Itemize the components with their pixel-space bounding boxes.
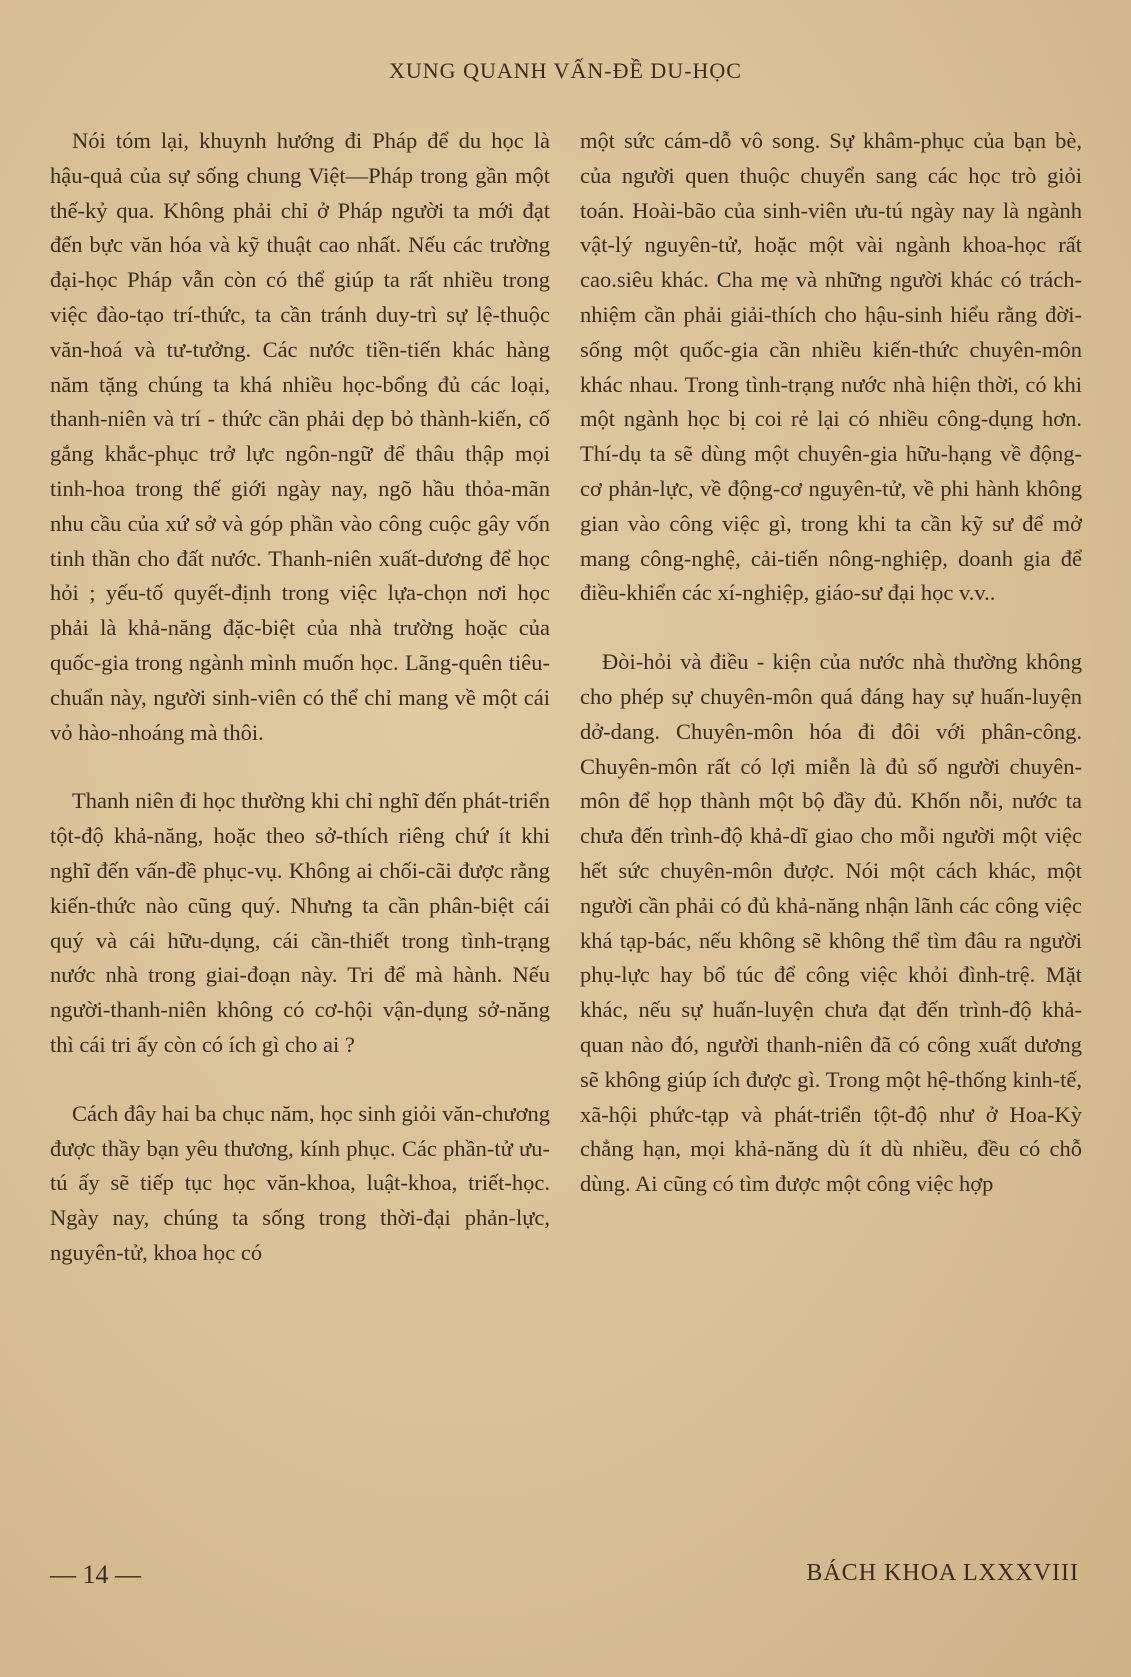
page-number: — 14 —	[50, 1560, 141, 1589]
paragraph: Nói tóm lại, khuynh hướng đi Pháp để du học là hậu-quả của sự sống chung Việt—Pháp trong gần một thế-kỷ qua. Không phải chỉ ở Pháp người ta mới đạt đến bực văn hóa và kỹ thuật cao nhất. Nếu các trường đại-học Pháp vẫn còn có thể giúp ta rất nhiều trong việc đào-tạo trí-thức, ta cần tránh duy-trì sự lệ-thuộc văn-hoá và tư-tưởng. Các nước tiền-tiến khác hàng năm tặng chúng ta khá nhiều học-bổng đủ các loại, thanh-niên và trí - thức cần phải dẹp bỏ thành-kiến, cố gắng khắc-phục trở lực ngôn-ngữ để thâu thập mọi tinh-hoa trong thế giới ngày nay, ngõ hầu thỏa-mãn nhu cầu của xứ sở và góp phần vào công cuộc gây vốn tinh thần cho đất nước. Thanh-niên xuất-dương để học hỏi ; yếu-tố quyết-định trong việc lựa-chọn nơi học phải là khả-năng đặc-biệt của nhà trường hoặc của quốc-gia trong ngành mình muốn học. Lãng-quên tiêu-chuẩn này, người sinh-viên có thể chỉ mang về một cái vỏ hào-nhoáng mà thôi.	[50, 128, 550, 745]
running-header: XUNG QUANH VẤN-ĐỀ DU-HỌC	[389, 58, 742, 83]
left-column	[50, 124, 550, 1271]
paragraph: Đòi-hỏi và điều - kiện của nước nhà thường không cho phép sự chuyên-môn quá đáng hay sự huấn-luyện dở-dang. Chuyên-môn hóa đi đôi với phân-công. Chuyên-môn rất có lợi miễn là đủ số người chuyên-môn để họp thành một bộ đầy đủ. Khốn nỗi, nước ta chưa đến trình-độ khả-dĩ giao cho mỗi người một việc hết sức chuyên-môn được. Nói một cách khác, một người cần phải có đủ khả-năng nhận lãnh các công việc khá tạp-bác, nếu không sẽ không thể tìm đâu ra người phụ-lực hay bổ túc để công việc khỏi đình-trệ. Mặt khác, nếu sự huấn-luyện chưa đạt đến trình-độ khả-quan nào đó, người thanh-niên đã có công xuất dương sẽ không giúp ích được gì. Trong một hệ-thống kinh-tế, xã-hội phức-tạp và phát-triển tột-độ như ở Hoa-Kỳ chẳng hạn, mọi khả-năng dù ít dù nhiều, đều có chỗ dùng. Ai cũng có tìm được một công việc hợp	[580, 649, 1082, 1197]
paragraph: Cách đây hai ba chục năm, học sinh giỏi văn-chương được thầy bạn yêu thương, kính phục. Các phần-tử ưu-tú ấy sẽ tiếp tục học văn-khoa, luật-khoa, triết-học. Ngày nay, chúng ta sống trong thời-đại phản-lực, nguyên-tử, khoa học có	[50, 1100, 550, 1265]
paragraph: Thanh niên đi học thường khi chỉ nghĩ đến phát-triển tột-độ khả-năng, hoặc theo sở-thích riêng chứ ít khi nghĩ đến vấn-đề phục-vụ. Không ai chối-cãi được rằng kiến-thức nào cũng quý. Nhưng ta cần phân-biệt cái quý và cái hữu-dụng, cái cần-thiết trong tình-trạng nước nhà trong giai-đoạn này. Tri để mà hành. Nếu người-thanh-niên không có cơ-hội vận-dụng sở-năng thì cái tri ấy còn có ích gì cho ai ?	[50, 788, 550, 1057]
right-column	[580, 124, 1082, 1202]
publication-name: BÁCH KHOA LXXXVIII	[806, 1560, 1079, 1586]
paragraph: một sức cám-dỗ vô song. Sự khâm-phục của bạn bè, của người quen thuộc chuyển sang các học trò giỏi toán. Hoài-bão của sinh-viên ưu-tú ngày nay là ngành vật-lý nguyên-tử, hoặc một vài ngành khoa-học rất cao.siêu khác. Cha mẹ và những người khác có trách-nhiệm cần phải giải-thích cho hậu-sinh hiểu rằng đời-sống một quốc-gia cần nhiều kiến-thức chuyên-môn khác nhau. Trong tình-trạng nước nhà hiện thời, có khi một ngành học bị coi rẻ lại có nhiều công-dụng hơn. Thí-dụ ta sẽ dùng một chuyên-gia hữu-hạng về động-cơ phản-lực, về động-cơ nguyên-tử, về phi hành không gian vào công việc gì, trong khi ta cần kỹ sư để mở mang công-nghệ, cải-tiến nông-nghiệp, doanh gia để điều-khiển các xí-nghiệp, giáo-sư đại học v.v..	[580, 128, 1082, 606]
